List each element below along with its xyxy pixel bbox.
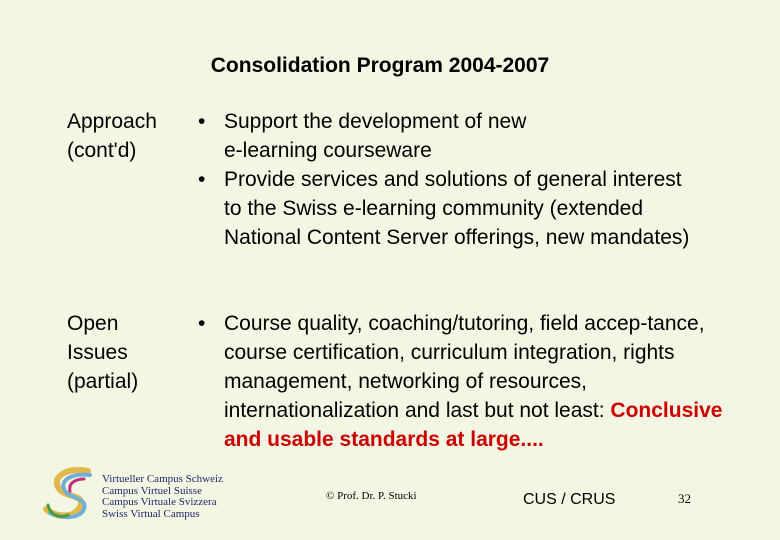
bullet-text: Support the development of new e-learning courseware — [224, 110, 527, 162]
slide-title: Consolidation Program 2004-2007 — [210, 54, 550, 77]
logo-line: Swiss Virtual Campus — [102, 507, 200, 520]
bullet-icon: • — [198, 312, 206, 335]
logo-line: Virtueller Campus Schweiz — [102, 473, 223, 485]
campus-logo-icon — [40, 465, 104, 525]
section-label-approach: Approach (cont'd) — [67, 110, 157, 162]
copyright-notice: © Prof. Dr. P. Stucki — [326, 490, 417, 502]
bullet-item — [196, 309, 756, 454]
bullet-item — [196, 107, 756, 165]
swiss-virtual-campus-logo — [40, 465, 240, 525]
bullet-item — [196, 165, 756, 252]
approach-bullet-list — [196, 107, 756, 252]
page-number: 32 — [678, 491, 691, 506]
bullet-icon: • — [198, 168, 206, 191]
section-label-open-issues: Open Issues (partial) — [67, 312, 139, 393]
bullet-highlight-text: Conclusive and usable standards at large.... — [224, 399, 723, 451]
logo-line: Campus Virtuale Svizzera — [102, 496, 217, 508]
bullet-text: Course quality, coaching/tutoring, field accep-tance, course certification, curriculum integration, rights management, networking of resources, internationalization and last but not least: — [224, 312, 705, 422]
logo-line: Campus Virtuel Suisse — [102, 484, 202, 497]
bullet-text: Provide services and solutions of general interest to the Swiss e-learning community (extended National Content Server offerings, new mandates) — [224, 168, 690, 249]
bullet-icon: • — [198, 110, 206, 133]
open-issues-bullet-list — [196, 309, 756, 454]
logo-text — [102, 474, 223, 520]
organization-label: CUS / CRUS — [523, 491, 616, 508]
